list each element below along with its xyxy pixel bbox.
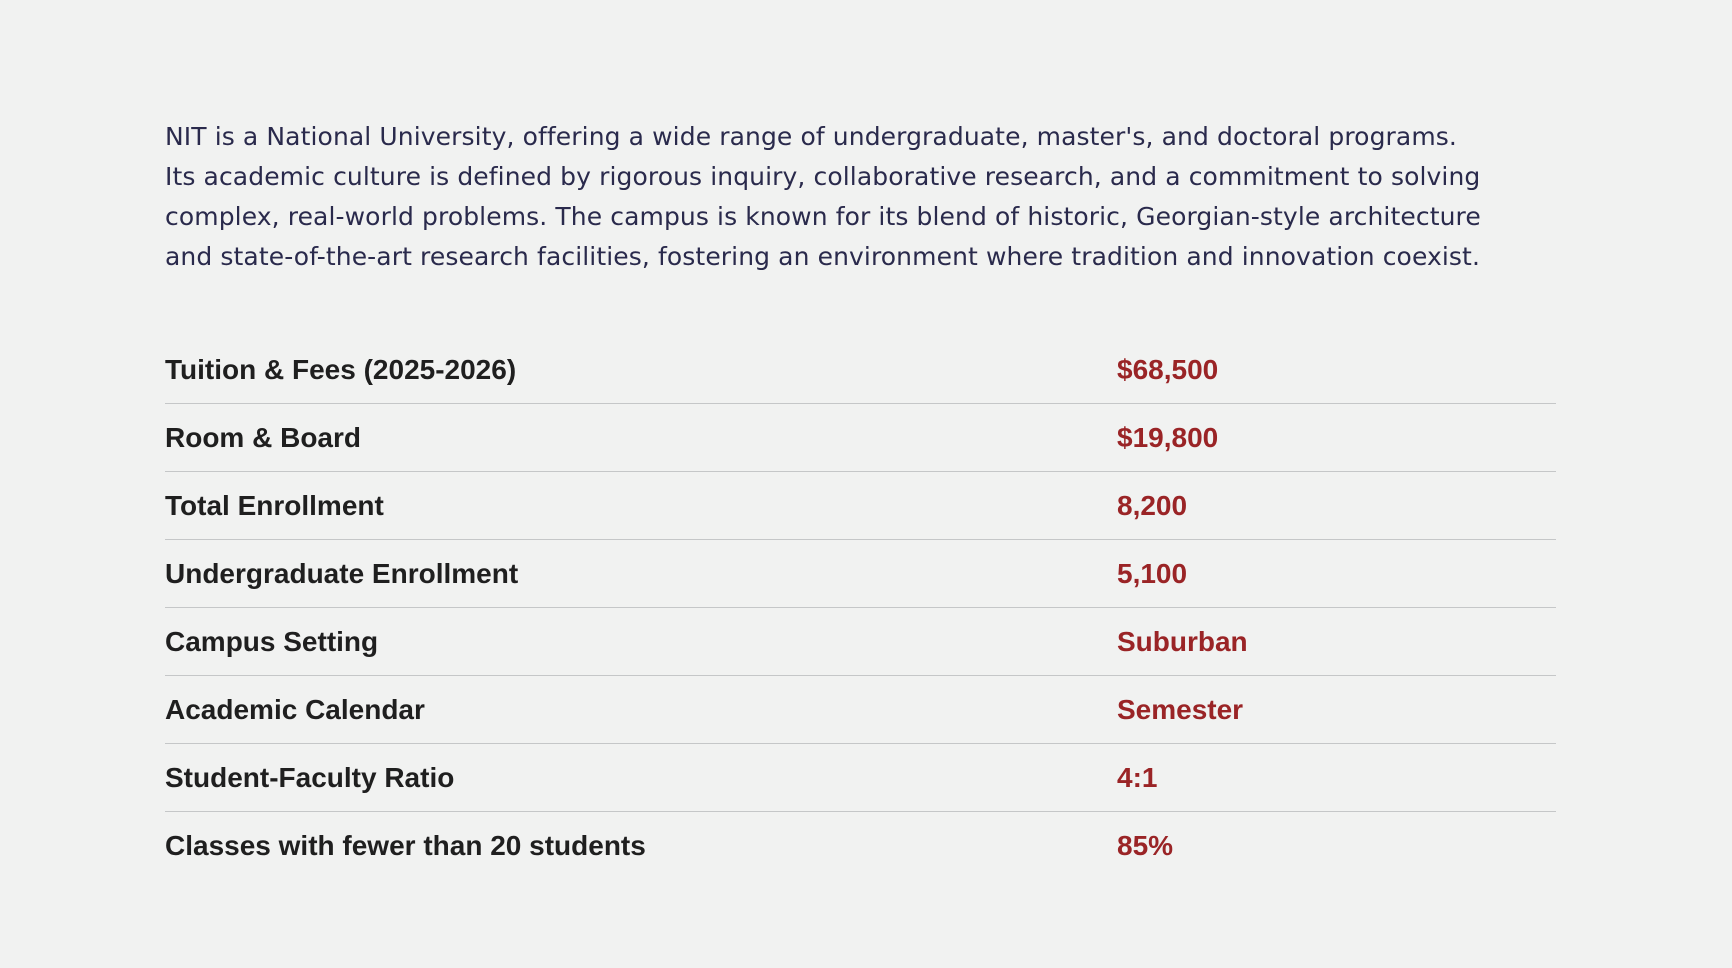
fact-label: Total Enrollment bbox=[165, 489, 384, 521]
fact-row-campus-setting bbox=[165, 608, 1556, 676]
fact-row-total-enrollment bbox=[165, 472, 1556, 540]
fact-value: 8,200 bbox=[1117, 489, 1188, 521]
fact-row-undergraduate-enrollment bbox=[165, 540, 1556, 608]
fact-row-student-faculty-ratio bbox=[165, 744, 1556, 812]
fact-label: Student-Faculty Ratio bbox=[165, 761, 455, 793]
fact-label: Classes with fewer than 20 students bbox=[165, 829, 646, 861]
fact-label: Tuition & Fees (2025-2026) bbox=[165, 353, 517, 385]
facts-table bbox=[165, 336, 1556, 879]
fact-value: $19,800 bbox=[1117, 421, 1219, 453]
fact-label: Academic Calendar bbox=[165, 693, 425, 725]
fact-value: 85% bbox=[1117, 829, 1174, 861]
fact-label: Undergraduate Enrollment bbox=[165, 557, 519, 589]
university-overview bbox=[165, 117, 1557, 879]
fact-label: Room & Board bbox=[165, 421, 361, 453]
fact-row-room-board bbox=[165, 404, 1556, 472]
intro-paragraph: NIT is a National University, offering a wide range of undergraduate, master's, and doctoral programs. Its academic culture is defined by rigorous inquiry, collaborative research, and a commitment to solving complex, real-world problems. The campus is known for its blend of historic, Georgian-style architecture and state-of-the-art research facilities, fostering an environment where tradition and innovation coexist. bbox=[165, 122, 1481, 271]
fact-value: 5,100 bbox=[1117, 557, 1188, 589]
fact-value: Semester bbox=[1117, 693, 1244, 725]
fact-row-tuition bbox=[165, 336, 1556, 404]
fact-value: Suburban bbox=[1117, 625, 1248, 657]
fact-row-small-classes bbox=[165, 812, 1556, 879]
fact-value: 4:1 bbox=[1117, 761, 1158, 793]
fact-value: $68,500 bbox=[1117, 353, 1219, 385]
fact-label: Campus Setting bbox=[165, 625, 379, 657]
fact-row-academic-calendar bbox=[165, 676, 1556, 744]
